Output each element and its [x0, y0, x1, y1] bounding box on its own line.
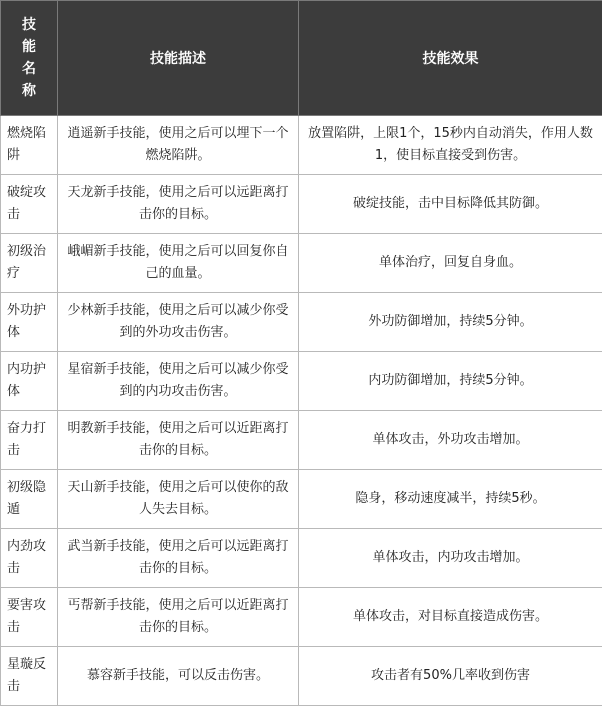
- header-skill-name-char: 能: [22, 39, 36, 55]
- skill-effect-cell: 放置陷阱，上限1个，15秒内自动消失，作用人数1，使目标直接受到伤害。: [299, 116, 602, 175]
- table-row: [1, 588, 602, 647]
- skill-description-cell: 丐帮新手技能，使用之后可以近距离打击你的目标。: [58, 588, 299, 647]
- skill-description-cell: 天山新手技能，使用之后可以使你的敌人失去目标。: [58, 470, 299, 529]
- skill-description-cell: 峨嵋新手技能，使用之后可以回复你自己的血量。: [58, 234, 299, 293]
- table-row: [1, 234, 602, 293]
- skill-effect-cell: 单体攻击，外功攻击增加。: [299, 411, 602, 470]
- header-skill-effect: 技能效果: [299, 1, 602, 116]
- header-row: [1, 1, 602, 116]
- skill-description-cell: 明教新手技能，使用之后可以近距离打击你的目标。: [58, 411, 299, 470]
- table-row: [1, 175, 602, 234]
- skill-name-cell: 星璇反击: [1, 647, 58, 706]
- header-skill-description: 技能描述: [58, 1, 299, 116]
- skill-name-cell: 初级治疗: [1, 234, 58, 293]
- skill-description-cell: 天龙新手技能，使用之后可以远距离打击你的目标。: [58, 175, 299, 234]
- skill-effect-cell: 攻击者有50%几率收到伤害: [299, 647, 602, 706]
- table-row: [1, 411, 602, 470]
- table-row: [1, 352, 602, 411]
- skill-name-cell: 破绽攻击: [1, 175, 58, 234]
- header-skill-name: [1, 1, 58, 116]
- skill-name-cell: 要害攻击: [1, 588, 58, 647]
- skill-effect-cell: 破绽技能，击中目标降低其防御。: [299, 175, 602, 234]
- table-row: [1, 470, 602, 529]
- skill-description-cell: 少林新手技能，使用之后可以减少你受到的外功攻击伤害。: [58, 293, 299, 352]
- skill-effect-cell: 单体攻击，内功攻击增加。: [299, 529, 602, 588]
- skill-name-cell: 内劲攻击: [1, 529, 58, 588]
- skill-name-cell: 外功护体: [1, 293, 58, 352]
- skill-effect-cell: 单体治疗，回复自身血。: [299, 234, 602, 293]
- header-skill-name-char: 技: [22, 17, 36, 33]
- table-row: [1, 293, 602, 352]
- skill-name-cell: 内功护体: [1, 352, 58, 411]
- table-row: [1, 529, 602, 588]
- table-row: [1, 647, 602, 706]
- skill-description-cell: 星宿新手技能，使用之后可以减少你受到的内功攻击伤害。: [58, 352, 299, 411]
- skill-description-cell: 逍遥新手技能，使用之后可以埋下一个燃烧陷阱。: [58, 116, 299, 175]
- skill-name-cell: 奋力打击: [1, 411, 58, 470]
- skill-description-cell: 武当新手技能，使用之后可以远距离打击你的目标。: [58, 529, 299, 588]
- skill-effect-cell: 单体攻击，对目标直接造成伤害。: [299, 588, 602, 647]
- skill-effect-cell: 隐身，移动速度减半，持续5秒。: [299, 470, 602, 529]
- header-skill-name-char: 名: [22, 61, 36, 77]
- table-row: [1, 116, 602, 175]
- skill-effect-cell: 外功防御增加，持续5分钟。: [299, 293, 602, 352]
- header-skill-name-char: 称: [22, 83, 36, 99]
- skill-name-cell: 初级隐遁: [1, 470, 58, 529]
- skill-name-cell: 燃烧陷阱: [1, 116, 58, 175]
- skill-description-cell: 慕容新手技能，可以反击伤害。: [58, 647, 299, 706]
- skill-effect-cell: 内功防御增加，持续5分钟。: [299, 352, 602, 411]
